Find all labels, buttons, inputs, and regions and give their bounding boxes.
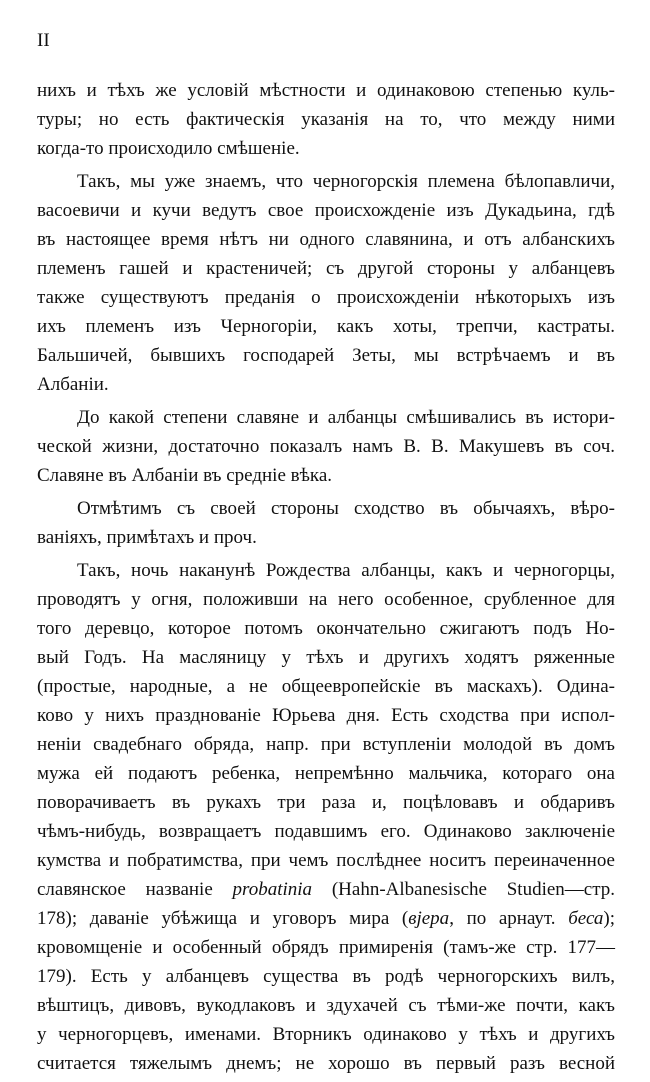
text-segment: считается тяжелымъ днемъ; не хорошо въ первый разъ весной xyxy=(37,1053,615,1074)
text-line xyxy=(37,461,615,490)
italic-term: вjера xyxy=(408,908,450,929)
text-segment: племенъ гашей и крастеничей; съ другой стороны у албанцевъ xyxy=(37,258,615,279)
text-line xyxy=(37,523,615,552)
text-segment: Такъ, ночь наканунѣ Рождества албанцы, какъ и черногорцы, xyxy=(77,560,615,581)
text-segment: (Hahn-Albanesische Studien—стр. xyxy=(312,879,615,900)
paragraph xyxy=(37,556,615,1078)
text-segment: туры; но есть фактическія указанія на то, что между ними xyxy=(37,109,615,130)
text-segment: ческой жизни, достаточно показалъ намъ В. В. Макушевъ въ соч. xyxy=(37,436,615,457)
text-segment: у черногорцевъ, именами. Вторникъ одинаково у тѣхъ и другихъ xyxy=(37,1024,615,1045)
text-line xyxy=(37,403,615,432)
text-line xyxy=(37,875,615,904)
text-line xyxy=(37,341,615,370)
text-line xyxy=(37,134,615,163)
text-segment: когда-то происходило смѣшеніе. xyxy=(37,138,300,159)
text-segment: проводятъ у огня, положивши на него особенное, срубленное для xyxy=(37,589,615,610)
text-segment: вѣштицъ, дивовъ, вукодлаковъ и здухачей съ тѣми-же почти, какъ xyxy=(37,995,615,1016)
text-line xyxy=(37,556,615,585)
text-line xyxy=(37,105,615,134)
text-line xyxy=(37,1049,615,1078)
text-segment: поворачиваетъ въ рукахъ три раза и, поцѣловавъ и обдаривъ xyxy=(37,792,615,813)
text-segment: кровомщеніе и особенный обрядъ примиренія (тамъ-же стр. 177— xyxy=(37,937,615,958)
text-line xyxy=(37,962,615,991)
text-segment: До какой степени славяне и албанцы смѣшивались въ истори- xyxy=(77,407,615,428)
text-segment: Славяне въ Албаніи въ средніе вѣка. xyxy=(37,465,333,486)
paragraph xyxy=(37,494,615,552)
text-segment: чѣмъ-нибудь, возвращаетъ подавшимъ его. Одинаково заключеніе xyxy=(37,821,615,842)
text-segment: Такъ, мы уже знаемъ, что черногорскія племена бѣлопавличи, xyxy=(77,171,615,192)
text-segment: ваніяхъ, примѣтахъ и проч. xyxy=(37,527,257,548)
body-text xyxy=(37,76,615,1082)
text-line xyxy=(37,1020,615,1049)
text-line xyxy=(37,759,615,788)
text-line xyxy=(37,672,615,701)
text-line xyxy=(37,614,615,643)
text-line xyxy=(37,196,615,225)
text-segment: въ настоящее время нѣтъ ни одного славянина, и отъ албанскихъ xyxy=(37,229,615,250)
text-line xyxy=(37,933,615,962)
text-segment: Бальшичей, бывшихъ господарей Зеты, мы встрѣчаемъ и въ xyxy=(37,345,615,366)
text-segment: того деревцо, которое потомъ окончательно сжигаютъ подъ Но- xyxy=(37,618,615,639)
text-line xyxy=(37,643,615,672)
text-line xyxy=(37,701,615,730)
text-segment: нихъ и тѣхъ же условій мѣстности и одинаковою степенью куль- xyxy=(37,80,615,101)
text-line xyxy=(37,788,615,817)
text-segment: Албаніи. xyxy=(37,374,109,395)
text-line xyxy=(37,904,615,933)
paragraph xyxy=(37,167,615,399)
text-line xyxy=(37,312,615,341)
text-line xyxy=(37,817,615,846)
text-segment: вый Годъ. На масляницу у тѣхъ и другихъ ходятъ ряженные xyxy=(37,647,615,668)
text-line xyxy=(37,76,615,105)
text-segment: васоевичи и кучи ведутъ свое происхожденіе изъ Дукадьина, гдѣ xyxy=(37,200,615,221)
italic-term: беса xyxy=(568,908,604,929)
text-segment: 178); даваніе убѣжища и уговоръ мира ( xyxy=(37,908,409,929)
text-segment: славянское названіе xyxy=(37,879,233,900)
text-segment: ); xyxy=(603,908,615,929)
text-line xyxy=(37,254,615,283)
text-segment: 179). Есть у албанцевъ существа въ родѣ черногорскихъ вилъ, xyxy=(37,966,615,987)
text-segment: ково у нихъ празднованіе Юрьева дня. Есть сходства при испол- xyxy=(37,705,615,726)
text-line xyxy=(37,730,615,759)
paragraph xyxy=(37,76,615,163)
text-segment: ихъ племенъ изъ Черногоріи, какъ хоты, трепчи, кастраты. xyxy=(37,316,615,337)
text-line xyxy=(37,225,615,254)
text-line xyxy=(37,585,615,614)
text-line xyxy=(37,167,615,196)
text-line xyxy=(37,846,615,875)
text-segment: неніи свадебнаго обряда, напр. при вступленіи молодой въ домъ xyxy=(37,734,615,755)
text-line xyxy=(37,432,615,461)
text-segment: также существуютъ преданія о происхожденіи нѣкоторыхъ изъ xyxy=(37,287,615,308)
text-line xyxy=(37,991,615,1020)
text-segment: (простые, народные, а не общеевропейскіе въ маскахъ). Одина- xyxy=(37,676,615,697)
text-segment: , по арнаут. xyxy=(449,908,569,929)
italic-term: probatinia xyxy=(232,879,313,900)
text-segment: кумства и побратимства, при чемъ послѣднее носитъ переиначенное xyxy=(37,850,615,871)
text-segment: Отмѣтимъ съ своей стороны сходство въ обычаяхъ, вѣро- xyxy=(77,498,615,519)
text-segment: мужа ей подаютъ ребенка, непремѣнно мальчика, котораго она xyxy=(37,763,615,784)
text-line xyxy=(37,494,615,523)
text-line xyxy=(37,370,615,399)
page-number: II xyxy=(37,30,50,51)
text-line xyxy=(37,283,615,312)
paragraph xyxy=(37,403,615,490)
